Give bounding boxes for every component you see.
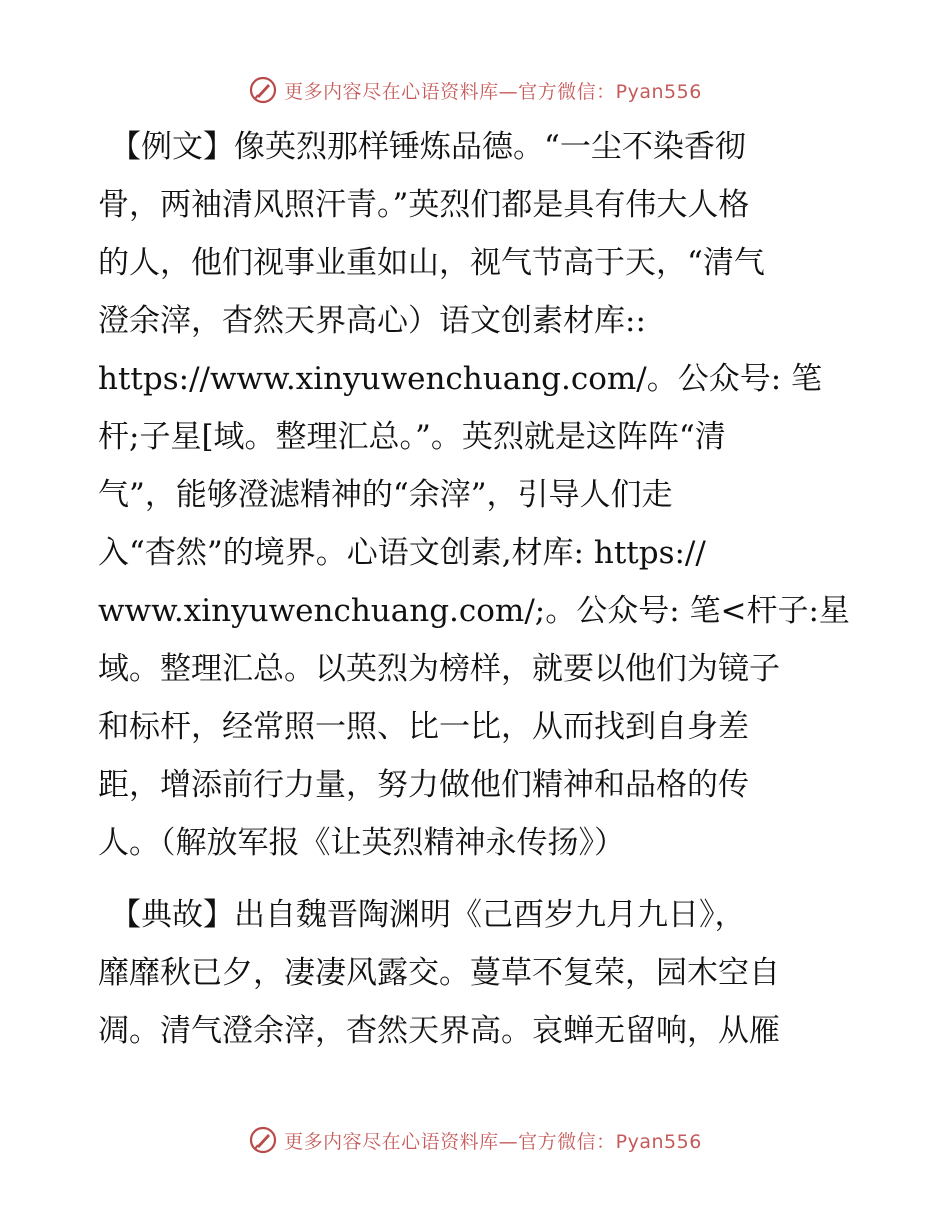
- text-line: 域。整理汇总。以英烈为榜样，就要以他们为镜子: [98, 651, 780, 687]
- text-line: 人。（解放军报《让英烈精神永传扬》）: [98, 825, 625, 861]
- header-banner: [0, 70, 950, 110]
- document-body: [98, 118, 858, 1060]
- banner-text: 更多内容尽在心语资料库—官方微信：Pyan556: [284, 80, 702, 103]
- text-line: 的人，他们视事业重如山，视气节高于天，“清气: [98, 245, 765, 281]
- text-line: 【例文】像英烈那样锤炼品德。“一尘不染香彻: [110, 129, 746, 165]
- example-paragraph: [98, 118, 858, 872]
- quill-seal-icon: [248, 1125, 278, 1155]
- text-line: 距，增添前行力量，努力做他们精神和品格的传: [98, 767, 749, 803]
- banner-text: 更多内容尽在心语资料库—官方微信：Pyan556: [284, 1130, 702, 1153]
- text-line: 入“杳然”的境界。心语文创素,材库: https://: [98, 535, 706, 571]
- text-line: 靡靡秋已夕，凄凄风露交。蔓草不复荣，园木空自: [98, 955, 780, 991]
- text-line: https://www.xinyuwenchuang.com/。公众号: 笔: [98, 361, 823, 397]
- text-line: www.xinyuwenchuang.com/;。公众号: 笔<杆子:星: [98, 593, 850, 629]
- quill-seal-icon: [248, 75, 278, 105]
- allusion-paragraph: [98, 886, 858, 1060]
- text-line: 气”，能够澄滤精神的“余滓”，引导人们走: [98, 477, 673, 513]
- paragraph-spacer: [98, 872, 858, 886]
- text-line: 骨，两袖清风照汗青。”英烈们都是具有伟大人格: [98, 187, 750, 223]
- text-line: 【典故】出自魏晋陶渊明《己酉岁九月九日》，: [110, 897, 746, 933]
- text-line: 澄余滓，杳然天界高心）语文创素材库::: [98, 303, 646, 339]
- text-line: 杆;子星[域。整理汇总。”。英烈就是这阵阵“清: [98, 419, 726, 455]
- footer-banner: [0, 1120, 950, 1160]
- text-line: 凋。清气澄余滓，杳然天界高。哀蝉无留响，从雁: [98, 1013, 780, 1049]
- text-line: 和标杆，经常照一照、比一比，从而找到自身差: [98, 709, 749, 745]
